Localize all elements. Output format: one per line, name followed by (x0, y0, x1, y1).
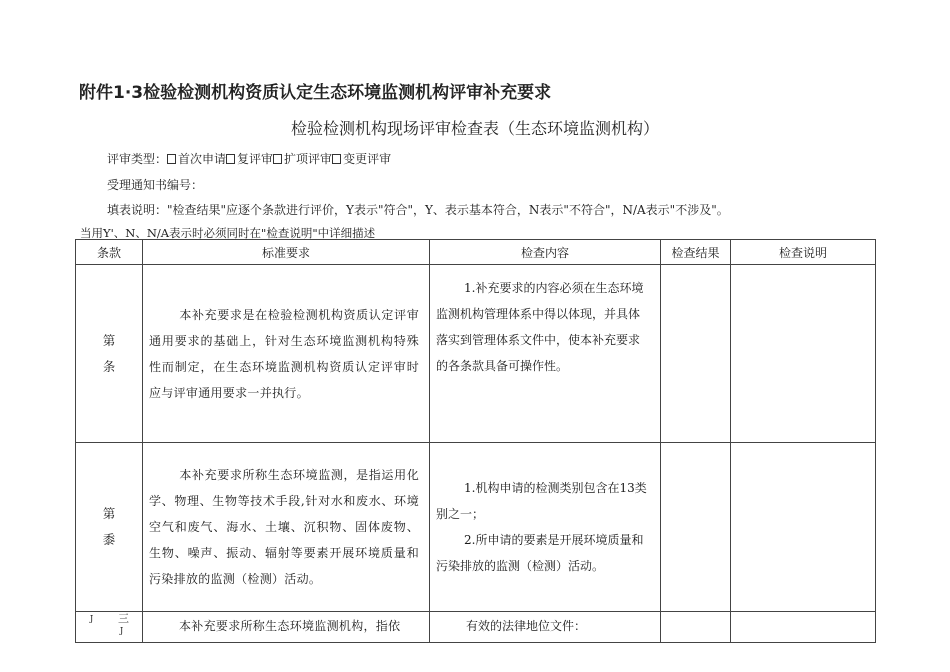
review-type-option: 首次申请 (178, 152, 227, 166)
fill-instructions: 填表说明："检查结果"应逐个条款进行评价，Y表示"符合"，Y、表示基本符合，N表示"不符合"，N/A表示"不涉及"。 (107, 203, 729, 217)
header-clause: 条款 (76, 240, 143, 265)
review-type-option: 复评审 (237, 152, 274, 166)
standard-text: 本补充要求所称生态环境监测机构，指依 (179, 619, 401, 633)
notes-cell[interactable] (731, 265, 876, 443)
header-notes: 检查说明 (731, 240, 876, 265)
standard-text: 本补充要求所称生态环境监测，是指运用化学、物理、生物等技术手段,针对水和废水、环境空气和废气、海水、土壤、沉积物、固体废物、生物、噪声、振动、辐射等要素开展环境质量和污染排放的监测（检测）活动。 (149, 468, 419, 586)
table-row (76, 612, 876, 643)
standard-cell (143, 443, 430, 612)
standard-cell (143, 612, 430, 643)
content-cell (430, 612, 661, 643)
table-row (76, 265, 876, 443)
standard-cell (143, 265, 430, 443)
clause-char: 黍 (102, 532, 116, 547)
result-cell[interactable] (661, 443, 731, 612)
clause-char: J (120, 626, 124, 635)
review-type-label: 评审类型： (107, 152, 168, 166)
fill-instructions-continued: 当用Y'、N、N/A表示时必须同时在"检查说明"中详细描述 (80, 226, 376, 240)
review-type-option: 变更评审 (343, 152, 392, 166)
content-text: 有效的法律地位文件： (466, 619, 587, 633)
attachment-title: 附件1·3检验检测机构资质认定生态环境监测机构评审补充要求 (79, 83, 552, 103)
clause-cell (76, 265, 143, 443)
standard-text: 本补充要求是在检验检测机构资质认定评审通用要求的基础上，针对生态环境监测机构特殊性而制定，在生态环境监测机构资质认定评审时应与评审通用要求一并执行。 (149, 307, 419, 400)
clause-char: J (90, 614, 94, 623)
notice-number-label: 受理通知书编号： (107, 178, 204, 192)
content-text: 1.机构申请的检测类别包含在13类别之一； (436, 481, 647, 521)
notes-cell[interactable] (731, 612, 876, 643)
header-result: 检查结果 (661, 240, 731, 265)
review-type-line (107, 150, 391, 167)
clause-cell (76, 443, 143, 612)
content-cell (430, 265, 661, 443)
result-cell[interactable] (661, 612, 731, 643)
content-text: 2.所申请的要素是开展环境质量和污染排放的监测（检测）活动。 (436, 533, 644, 573)
checkbox-re-review[interactable] (226, 154, 235, 164)
clause-char: 三 (118, 612, 129, 625)
clause-char: 条 (102, 358, 116, 374)
header-content: 检查内容 (430, 240, 661, 265)
table-row (76, 443, 876, 612)
checkbox-first-application[interactable] (167, 154, 176, 164)
content-cell (430, 443, 661, 612)
content-text: 1.补充要求的内容必须在生态环境监测机构管理体系中得以体现，并具体落实到管理体系文件中，使本补充要求的各条款具备可操作性。 (436, 281, 644, 373)
notes-cell[interactable] (731, 443, 876, 612)
clause-char: 第 (102, 506, 116, 521)
clause-cell (76, 612, 143, 643)
checkbox-change-review[interactable] (332, 154, 341, 164)
page-title: 检验检测机构现场评审检查表（生态环境监测机构） (290, 119, 659, 138)
result-cell[interactable] (661, 265, 731, 443)
checklist-table (75, 239, 876, 643)
checkbox-expansion-review[interactable] (273, 154, 282, 164)
clause-char: 第 (102, 332, 116, 348)
header-standard: 标准要求 (143, 240, 430, 265)
table-header-row (76, 240, 876, 265)
review-type-option: 扩项评审 (284, 152, 333, 166)
